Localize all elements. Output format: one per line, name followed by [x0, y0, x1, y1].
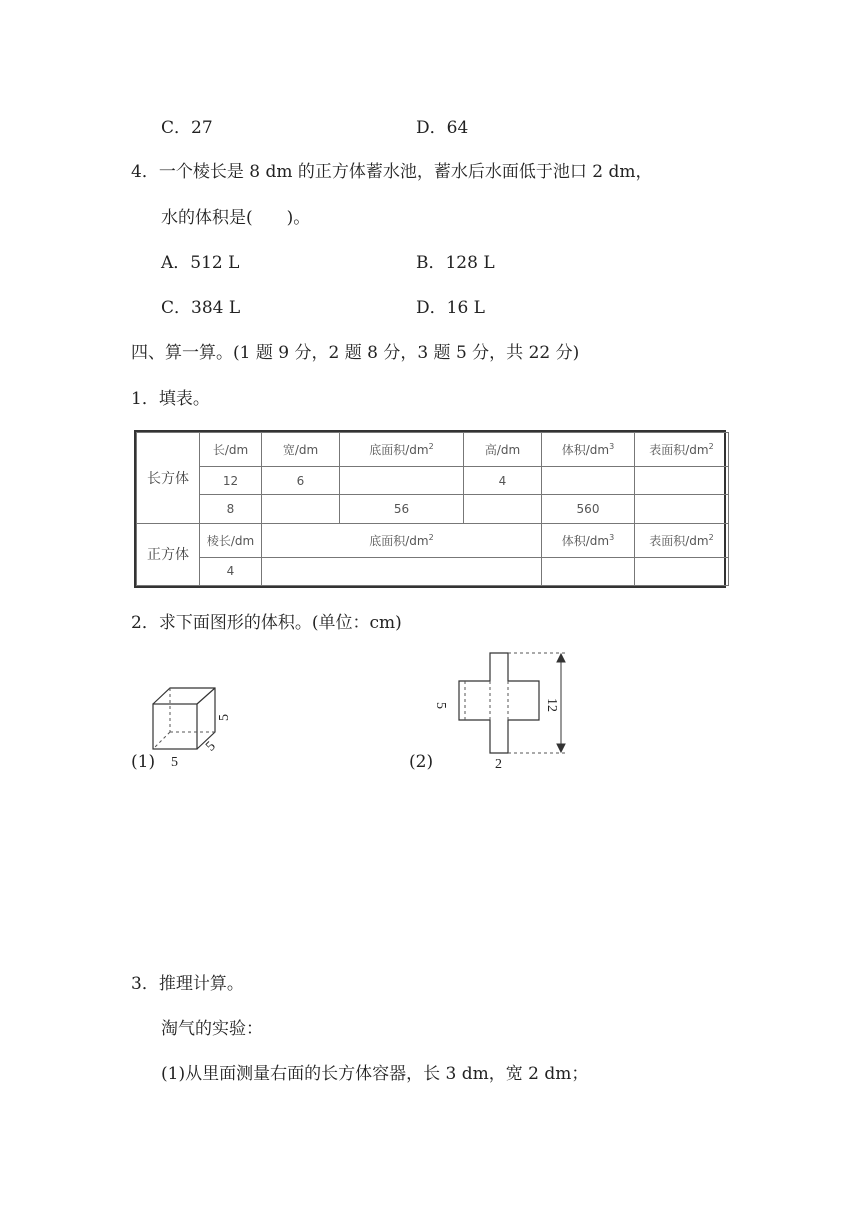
q4-option-c: C．384 L: [161, 298, 241, 318]
table-cell: 4: [464, 467, 542, 495]
fig2-dim-right: 12: [544, 698, 559, 712]
table-cell: [340, 467, 464, 495]
q3-title: 3．推理计算。: [131, 974, 244, 994]
table-cell: [262, 495, 340, 523]
cube-figure: [145, 680, 245, 775]
header-cube-surface-area: 表面积$/dm^2$: [635, 523, 729, 557]
fill-table: [134, 430, 726, 588]
table-cell: 8: [200, 495, 262, 523]
header-length: 长/dm: [200, 433, 262, 467]
table-cell: 6: [262, 467, 340, 495]
header-volume: 体积$/dm^3$: [542, 433, 635, 467]
q4-option-d: D．16 L: [416, 298, 485, 318]
net-figure: [425, 645, 580, 770]
table-cell: 56: [340, 495, 464, 523]
fig1-label: (1): [131, 752, 156, 772]
header-edge-length: 棱长/dm: [200, 523, 262, 557]
fig2-dim-left: 5: [433, 702, 448, 709]
q3-subtitle: 淘气的实验：: [161, 1019, 263, 1039]
header-cube-base-area: 底面积$/dm^2$: [262, 523, 542, 557]
q4-stem-line2: 水的体积是( )。: [161, 208, 311, 228]
table-cell: [635, 557, 729, 585]
header-height: 高/dm: [464, 433, 542, 467]
cuboid-label: 长方体: [137, 433, 200, 524]
header-width: 宽/dm: [262, 433, 340, 467]
q4-option-b: B．128 L: [416, 253, 495, 273]
fig1-dim-bottom: 5: [171, 755, 178, 770]
table-cell: 560: [542, 495, 635, 523]
table-cell: [262, 557, 542, 585]
fig1-dim-side: 5: [217, 714, 232, 721]
q4-option-a: A．512 L: [161, 253, 240, 273]
table-cell: [635, 495, 729, 523]
q3-option-c: C．27: [161, 118, 213, 138]
fig2-label: (2): [409, 752, 434, 772]
q3-option-d: D．64: [416, 118, 469, 138]
header-cube-volume: 体积$/dm^3$: [542, 523, 635, 557]
q2-title: 2．求下面图形的体积。(单位：cm): [131, 613, 402, 633]
table-cell: [542, 557, 635, 585]
q1-title: 1．填表。: [131, 389, 210, 409]
section-4-title: 四、算一算。(1 题 9 分，2 题 8 分，3 题 5 分，共 22 分): [131, 343, 580, 363]
table-cell: [464, 495, 542, 523]
table-cell: [635, 467, 729, 495]
cube-label: 正方体: [137, 523, 200, 585]
fig1-dim-diag: 5: [203, 738, 219, 755]
table-cell: 12: [200, 467, 262, 495]
fig2-dim-bottom: 2: [495, 757, 502, 770]
header-base-area: 底面积$/dm^2$: [340, 433, 464, 467]
table-cell: 4: [200, 557, 262, 585]
table-cell: [542, 467, 635, 495]
q4-stem-line1: 4．一个棱长是 8 dm 的正方体蓄水池，蓄水后水面低于池口 2 dm，: [131, 162, 653, 182]
header-surface-area: 表面积$/dm^2$: [635, 433, 729, 467]
q3-step1: (1)从里面测量右面的长方体容器，长 3 dm，宽 2 dm；: [161, 1064, 589, 1084]
